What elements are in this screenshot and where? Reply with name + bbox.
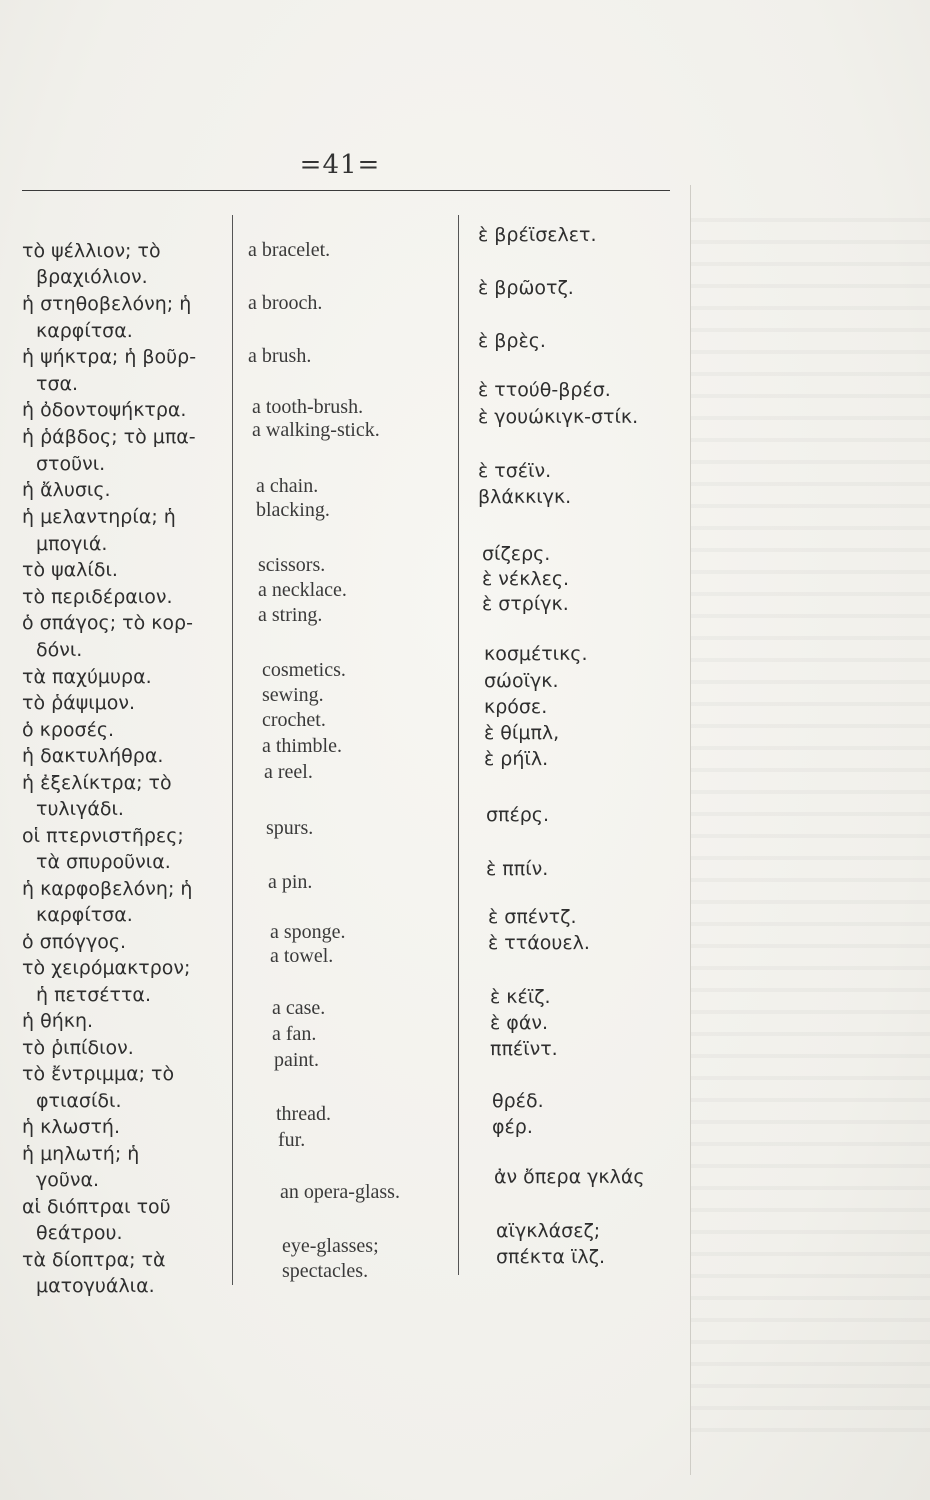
pronunciation-line: βλάκκιγκ. xyxy=(478,486,572,508)
pronunciation-line: κοσμέτικς. xyxy=(484,643,588,665)
pronunciation-line: ἀν ὄπερα γκλάς xyxy=(494,1166,645,1188)
pronunciation-line: ὲ σπέντζ. xyxy=(488,906,577,928)
english-line: a brooch. xyxy=(248,292,323,314)
greek-line: ἡ δακτυλήθρα. xyxy=(22,745,164,767)
column-divider-2 xyxy=(458,215,459,1275)
greek-line: ἡ ὀδοντοψήκτρα. xyxy=(22,399,187,421)
pronunciation-line: ὲ βρὲς. xyxy=(478,330,546,352)
greek-line: τυλιγάδι. xyxy=(36,798,124,820)
pronunciation-line: ὲ βρέϊσελετ. xyxy=(478,224,597,246)
greek-line: οἱ πτερνιστῆρες; xyxy=(22,825,184,847)
page-number: =41= xyxy=(299,150,381,180)
pronunciation-line: ὲ ρήϊλ. xyxy=(484,748,549,770)
pronunciation-line: ὲ φάν. xyxy=(490,1012,549,1034)
pronunciation-line: ὲ ππίν. xyxy=(486,858,549,880)
english-line: eye-glasses; xyxy=(282,1235,379,1257)
greek-line: ἡ ἐξελίκτρα; τὸ xyxy=(22,772,172,794)
greek-line: ἡ ψήκτρα; ἡ βοῦρ- xyxy=(22,346,197,368)
english-line: a thimble. xyxy=(262,735,342,757)
english-line: crochet. xyxy=(262,709,326,731)
greek-line: δόνι. xyxy=(36,639,83,661)
greek-line: τὸ ἔντριμμα; τὸ xyxy=(22,1063,175,1085)
pronunciation-line: ὲ βρῶοτζ. xyxy=(478,277,574,299)
greek-line: θεάτρου. xyxy=(36,1222,123,1244)
pronunciation-line: ὲ ττάουελ. xyxy=(488,932,590,954)
greek-line: τὸ χειρόμακτρον; xyxy=(22,957,191,979)
pronunciation-line: ὲ γουώκιγκ-στίκ. xyxy=(478,406,639,428)
header-rule xyxy=(22,190,670,191)
greek-line: τὸ ψέλλιον; τὸ xyxy=(22,240,161,262)
greek-line: ἡ ῥάβδος; τὸ μπα- xyxy=(22,426,196,448)
greek-line: ὁ σπόγγος. xyxy=(22,931,127,953)
english-line: a case. xyxy=(272,997,326,1019)
english-line: an opera-glass. xyxy=(280,1181,400,1203)
greek-line: τὸ ῥιπίδιον. xyxy=(22,1037,134,1059)
pronunciation-line: ὲ νέκλες. xyxy=(482,568,570,590)
english-line: a sponge. xyxy=(270,921,346,943)
greek-line: καρφίτσα. xyxy=(36,904,133,926)
english-line: a necklace. xyxy=(258,579,347,601)
english-line: a fan. xyxy=(272,1023,317,1045)
greek-line: τὰ παχύμυρα. xyxy=(22,666,152,688)
greek-line: ματογυάλια. xyxy=(36,1275,155,1297)
english-line: a bracelet. xyxy=(248,239,331,261)
english-line: sewing. xyxy=(262,684,324,706)
english-line: a brush. xyxy=(248,345,312,367)
greek-line: ἡ θήκη. xyxy=(22,1010,94,1032)
english-line: spectacles. xyxy=(282,1260,369,1282)
greek-line: βραχιόλιον. xyxy=(36,266,148,288)
greek-line: ἡ πετσέττα. xyxy=(36,984,151,1006)
greek-line: στοῦνι. xyxy=(36,453,106,475)
greek-line: τσα. xyxy=(36,373,79,395)
english-line: thread. xyxy=(276,1103,331,1125)
greek-line: μπογιά. xyxy=(36,533,108,555)
pronunciation-line: σπέκτα ϊλζ. xyxy=(496,1246,605,1268)
column-divider-1 xyxy=(232,215,233,1285)
greek-line: ἡ στηθοβελόνη; ἡ xyxy=(22,293,192,315)
greek-line: τὸ περιδέραιον. xyxy=(22,586,173,608)
pronunciation-line: ππέϊντ. xyxy=(490,1038,558,1060)
greek-line: καρφίτσα. xyxy=(36,320,133,342)
english-line: spurs. xyxy=(266,817,314,839)
greek-line: ἡ μελαντηρία; ἡ xyxy=(22,506,176,528)
pronunciation-line: φέρ. xyxy=(492,1116,533,1138)
pronunciation-line: θρέδ. xyxy=(492,1090,544,1112)
greek-line: ἡ καρφοβελόνη; ἡ xyxy=(22,878,193,900)
greek-line: ἡ μηλωτή; ἡ xyxy=(22,1143,140,1165)
english-line: a string. xyxy=(258,604,323,626)
greek-line: τὸ ψαλίδι. xyxy=(22,559,118,581)
greek-line: τὰ δίοπτρα; τὰ xyxy=(22,1249,166,1271)
english-line: a chain. xyxy=(256,475,319,497)
greek-line: γοῦνα. xyxy=(36,1169,100,1191)
english-line: a reel. xyxy=(264,761,313,783)
pronunciation-line: ὲ στρίγκ. xyxy=(482,593,569,615)
pronunciation-line: ὲ ττούθ-βρέσ. xyxy=(478,379,611,401)
english-line: scissors. xyxy=(258,554,326,576)
english-line: a pin. xyxy=(268,871,313,893)
greek-line: ὁ κροσές. xyxy=(22,719,115,741)
bleed-through-text xyxy=(690,200,930,1450)
english-line: a walking-stick. xyxy=(252,419,380,441)
english-line: paint. xyxy=(274,1049,319,1071)
greek-line: φτιασίδι. xyxy=(36,1090,122,1112)
greek-line: ἡ κλωστή. xyxy=(22,1116,120,1138)
pronunciation-line: σπέρς. xyxy=(486,804,550,826)
pronunciation-line: αϊγκλάσεζ; xyxy=(496,1220,601,1242)
pronunciation-line: ὲ τσέϊν. xyxy=(478,460,552,482)
pronunciation-line: σίζερς. xyxy=(482,543,551,565)
greek-line: τὸ ῥάψιμον. xyxy=(22,692,136,714)
pronunciation-line: ὲ κέϊζ. xyxy=(490,986,551,1008)
english-line: fur. xyxy=(278,1129,306,1151)
greek-line: τὰ σπυροῦνια. xyxy=(36,851,171,873)
english-line: a towel. xyxy=(270,945,334,967)
pronunciation-line: κρόσε. xyxy=(484,696,548,718)
english-line: a tooth-brush. xyxy=(252,396,364,418)
pronunciation-line: ὲ θίμπλ, xyxy=(484,722,560,744)
pronunciation-line: σώοϊγκ. xyxy=(484,670,559,692)
english-line: blacking. xyxy=(256,499,330,521)
greek-line: ὁ σπάγος; τὸ κορ- xyxy=(22,612,193,634)
greek-line: αἱ διόπτραι τοῦ xyxy=(22,1196,171,1218)
greek-line: ἡ ἄλυσις. xyxy=(22,479,111,501)
english-line: cosmetics. xyxy=(262,659,346,681)
page-fold-line xyxy=(690,185,691,1475)
